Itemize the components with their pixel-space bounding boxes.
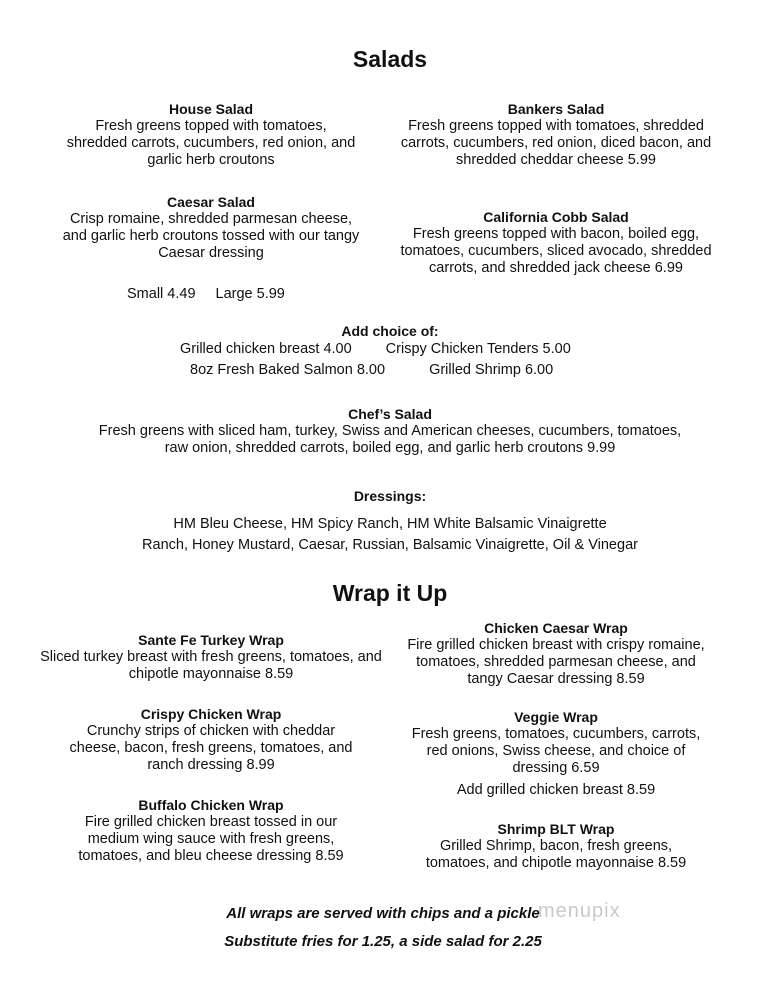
caesar-size-prices: [127, 283, 285, 305]
add-shrimp: Grilled Shrimp 6.00: [429, 362, 554, 378]
caesar-salad-item: [40, 194, 382, 262]
house-salad-name: House Salad: [168, 101, 254, 117]
add-grilled-chicken: Grilled chicken breast 4.00: [180, 341, 352, 357]
chefs-salad-name: Chef’s Salad: [348, 406, 432, 422]
wraps-footer-note-2: Substitute fries for 1.25, a side salad for 2.25: [224, 933, 542, 950]
bankers-salad-desc: Fresh greens topped with tomatoes, shredded carrots, cucumbers, red onion, diced bacon, and shredded cheddar cheese 5.99: [400, 118, 712, 168]
shrimp-blt-wrap-name: Shrimp BLT Wrap: [497, 821, 615, 837]
crispy-chicken-wrap-desc: Crunchy strips of chicken with cheddar cheese, bacon, fresh greens, tomatoes, and ranch dressing 8.99: [69, 723, 353, 773]
wraps-footer-note-1: All wraps are served with chips and a pickle: [226, 905, 540, 922]
veggie-wrap-desc: Fresh greens, tomatoes, cucumbers, carrots, red onions, Swiss cheese, and choice of dressing 6.59: [411, 726, 701, 776]
menupix-watermark: menupix: [538, 900, 621, 922]
house-salad-desc: Fresh greens topped with tomatoes, shredded carrots, cucumbers, red onion, and garlic herb croutons: [66, 118, 356, 168]
cobb-salad-name: California Cobb Salad: [483, 209, 629, 225]
dressings-line-1: HM Bleu Cheese, HM Spicy Ranch, HM White Balsamic Vinaigrette: [173, 516, 607, 532]
chefs-salad-desc: Fresh greens with sliced ham, turkey, Swiss and American cheeses, cucumbers, tomatoes, raw onion, shredded carrots, boiled egg, and garlic herb croutons 9.99: [98, 423, 682, 456]
chicken-caesar-wrap-name: Chicken Caesar Wrap: [484, 620, 628, 636]
chicken-caesar-wrap-item: [400, 620, 712, 688]
add-choice-row-1: [180, 338, 571, 360]
add-choice-row-2: [190, 359, 553, 381]
buffalo-chicken-wrap-desc: Fire grilled chicken breast tossed in our medium wing sauce with fresh greens, tomatoes, and bleu cheese dressing 8.59: [78, 814, 344, 864]
caesar-salad-name: Caesar Salad: [167, 194, 255, 210]
veggie-wrap-item: [400, 709, 712, 799]
shrimp-blt-wrap-item: [400, 821, 712, 872]
caesar-salad-desc: Crisp romaine, shredded parmesan cheese, and garlic herb croutons tossed with our tangy Caesar dressing: [62, 211, 360, 261]
bankers-salad-item: [400, 101, 712, 169]
add-choice-label: Add choice of:: [341, 323, 439, 339]
add-crispy-tenders: Crispy Chicken Tenders 5.00: [385, 341, 571, 357]
sante-fe-wrap-name: Sante Fe Turkey Wrap: [138, 632, 284, 648]
sante-fe-wrap-desc: Sliced turkey breast with fresh greens, tomatoes, and chipotle mayonnaise 8.59: [40, 649, 382, 682]
veggie-wrap-addon: Add grilled chicken breast 8.59: [456, 782, 656, 798]
cobb-salad-desc: Fresh greens topped with bacon, boiled egg, tomatoes, cucumbers, sliced avocado, shredded carrots, and shredded jack cheese 6.99: [400, 226, 712, 276]
salads-heading: Salads: [352, 46, 428, 72]
large-size-price: Large 5.99: [215, 286, 285, 302]
crispy-chicken-wrap-name: Crispy Chicken Wrap: [140, 706, 282, 722]
chefs-salad-item: [90, 406, 690, 457]
crispy-chicken-wrap-item: [40, 706, 382, 774]
shrimp-blt-wrap-desc: Grilled Shrimp, bacon, fresh greens, tomatoes, and chipotle mayonnaise 8.59: [425, 838, 687, 871]
veggie-wrap-name: Veggie Wrap: [514, 709, 598, 725]
dressings-list: [0, 514, 766, 556]
dressings-label: Dressings:: [353, 488, 427, 504]
bankers-salad-name: Bankers Salad: [507, 101, 605, 117]
house-salad-item: [40, 101, 382, 169]
add-salmon: 8oz Fresh Baked Salmon 8.00: [190, 362, 386, 378]
dressings-line-2: Ranch, Honey Mustard, Caesar, Russian, Balsamic Vinaigrette, Oil & Vinegar: [142, 537, 638, 553]
small-size-price: Small 4.49: [127, 286, 196, 302]
buffalo-chicken-wrap-name: Buffalo Chicken Wrap: [138, 797, 284, 813]
buffalo-chicken-wrap-item: [40, 797, 382, 865]
sante-fe-wrap-item: [40, 632, 382, 683]
chicken-caesar-wrap-desc: Fire grilled chicken breast with crispy romaine, tomatoes, shredded parmesan cheese, and tangy Caesar dressing 8.59: [407, 637, 705, 687]
cobb-salad-item: [400, 209, 712, 277]
wraps-heading: Wrap it Up: [332, 580, 448, 606]
